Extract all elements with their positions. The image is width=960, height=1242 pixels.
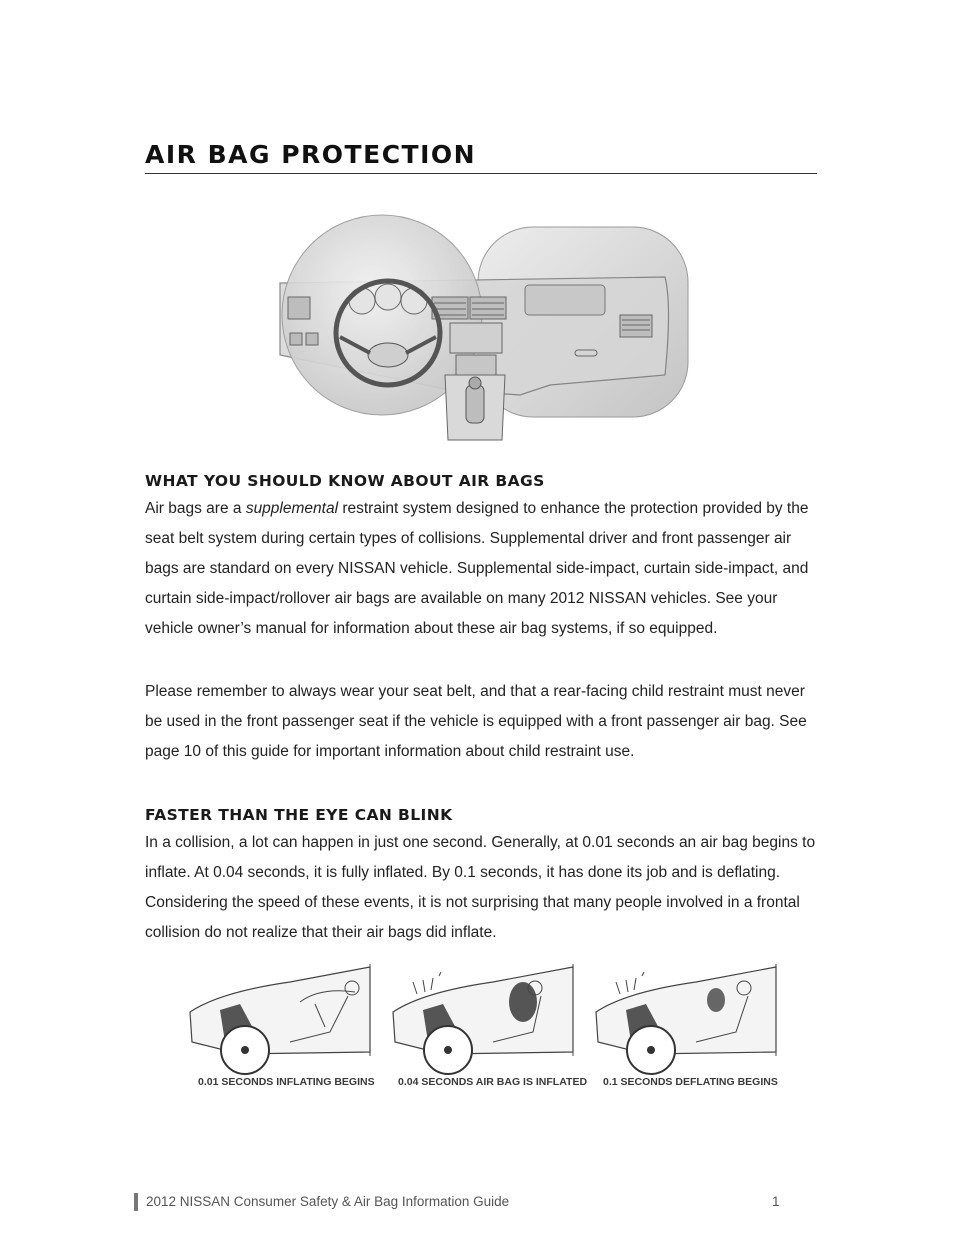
title-divider	[145, 173, 817, 174]
paragraph-seat-belt-reminder: Please remember to always wear your seat belt, and that a rear-facing child restraint must never be used in the front passenger seat if the vehicle is equipped with a front passenger air bag. See page 10 of this guide for important information about child restraint use.	[145, 683, 807, 760]
stage-illustration-inflated	[383, 962, 583, 1082]
stage-illustration-deflating	[586, 962, 786, 1082]
section-heading-know-air-bags: WHAT YOU SHOULD KNOW ABOUT AIR BAGS	[145, 472, 545, 490]
stage-caption-inflating: 0.01 SECONDS INFLATING BEGINS	[198, 1076, 375, 1088]
page-number: 1	[772, 1194, 780, 1209]
stage-caption-deflating: 0.1 SECONDS DEFLATING BEGINS	[603, 1076, 778, 1088]
footer-accent-bar	[134, 1193, 138, 1211]
stage-caption-inflated: 0.04 SECONDS AIR BAG IS INFLATED	[398, 1076, 588, 1088]
text-run: restraint system designed to enhance the protection provided by the seat belt system during certain types of collisions. Supplemental driver and front passenger air bags are standard on every NISSAN vehicle. Supplemental side-impact, curtain side-impact, and curtain side-impact/rollover air bags are available on many 2012 NISSAN vehicles. See your vehicle owner’s manual for information about these air bag systems, if so equipped.	[145, 500, 809, 637]
page-title: AIR BAG PROTECTION	[145, 140, 477, 169]
text-run: Air bags are a	[145, 500, 246, 517]
paragraph-air-bags-intro	[145, 494, 825, 644]
paragraph-collision-timing: In a collision, a lot can happen in just one second. Generally, at 0.01 seconds an air bag begins to inflate. At 0.04 seconds, it is fully inflated. By 0.1 seconds, it has done its job and is deflating. Considering the speed of these events, it is not surprising that many people involved in a frontal collision do not realize that their air bags did inflate.	[145, 834, 816, 941]
emphasis-supplemental: supplemental	[245, 500, 339, 517]
section-heading-faster-than-eye: FASTER THAN THE EYE CAN BLINK	[145, 806, 453, 824]
footer-guide-title: 2012 NISSAN Consumer Safety & Air Bag Information Guide	[146, 1194, 510, 1209]
dashboard-airbag-illustration	[270, 205, 690, 445]
stage-illustration-inflating	[180, 962, 380, 1082]
